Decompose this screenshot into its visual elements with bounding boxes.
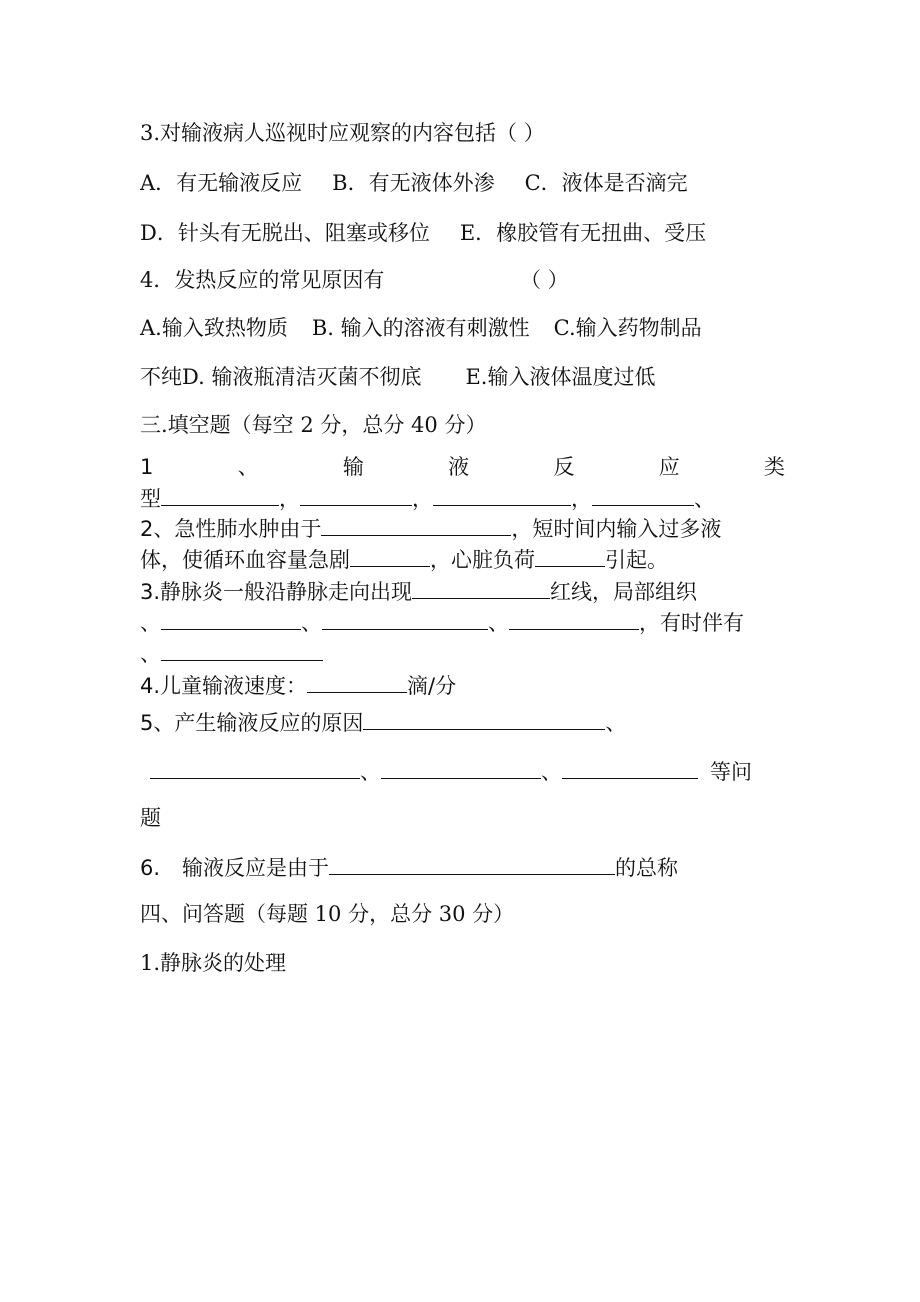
fill4-row: [140, 670, 456, 701]
q4-option-e: E.输入液体温度过低: [465, 365, 656, 389]
q3-option-c: C．液体是否滴完: [524, 171, 688, 195]
q4-stem: 4．发热反应的常见原因有: [140, 268, 385, 292]
fill2-text: 体，使循环血容量急剧: [140, 548, 350, 572]
fill1-char: 应: [658, 455, 680, 479]
fill2-text: 引起。: [605, 548, 668, 572]
fill5-text: 5、产生输液反应的原因: [140, 711, 364, 735]
fill5-blank-1[interactable]: [363, 707, 605, 730]
fill3-row3: [140, 638, 323, 669]
fill5-blank-4[interactable]: [562, 756, 698, 779]
fill6-text: 的总称: [615, 856, 679, 880]
fill5-row3: 题: [140, 806, 161, 830]
section3-title: 三.填空题（每空 2 分，总分 40 分）: [140, 413, 487, 437]
fill5-sep: 、: [541, 760, 562, 784]
fill1-blank-3[interactable]: [433, 483, 571, 506]
fill4-blank[interactable]: [307, 670, 407, 693]
fill3-row1: [140, 576, 697, 607]
fill1-blank-4[interactable]: [592, 483, 694, 506]
fill5-row2: [150, 756, 752, 787]
fill3-blank-3[interactable]: [322, 607, 488, 630]
section4-title: 四、问答题（每题 10 分，总分 30 分）: [140, 902, 515, 926]
q3-option-a: A．有无输液反应: [140, 171, 303, 195]
q3-option-b: B．有无液体外渗: [332, 171, 495, 195]
fill5-sep: 、: [360, 760, 381, 784]
fill2-row2: [140, 544, 668, 575]
fill2-text: ，心脏负荷: [430, 548, 535, 572]
section4-question-1: 1.静脉炎的处理: [140, 951, 287, 975]
q4-option-b: B. 输入的溶液有刺激性: [311, 316, 530, 340]
q3-stem: 3.对输液病人巡视时应观察的内容包括（ ）: [140, 121, 545, 145]
fill2-blank-3[interactable]: [535, 544, 605, 567]
fill3-blank-2[interactable]: [161, 607, 301, 630]
fill1-char: 类: [763, 455, 785, 479]
q4-options-row2: [140, 362, 655, 392]
fill3-row2: [140, 607, 744, 638]
fill1-cont: 型: [140, 487, 161, 511]
fill1-char: 1: [140, 455, 154, 479]
q4-options-row1: [140, 313, 702, 343]
fill6-number: 6.: [140, 856, 161, 880]
fill5-blank-3[interactable]: [381, 756, 541, 779]
q3-options-row2: [140, 218, 706, 248]
fill6-blank[interactable]: [329, 852, 615, 875]
q3-option-d: D．针头有无脱出、阻塞或移位: [140, 221, 430, 245]
fill3-blank-1[interactable]: [412, 576, 550, 599]
q4-option-a: A.输入致热物质: [140, 316, 288, 340]
fill3-sep: 、: [140, 642, 161, 666]
fill3-sep: 、: [301, 611, 322, 635]
fill1-blank-2[interactable]: [300, 483, 412, 506]
fill2-text: ，短时间内输入过多液: [511, 517, 722, 541]
fill1-spread-row: [140, 452, 785, 482]
fill4-text: 4.儿童输液速度：: [140, 674, 308, 698]
fill2-row1: [140, 513, 721, 544]
fill3-sep: 、: [488, 611, 509, 635]
q4-option-d: D. 输液瓶清洁灭菌不彻底: [182, 365, 422, 389]
fill1-sep: ，: [279, 487, 300, 511]
q4-paren: （ ）: [520, 268, 569, 292]
fill1-char: 液: [448, 455, 470, 479]
fill5-blank-2[interactable]: [150, 756, 360, 779]
fill5-row1: [140, 707, 626, 738]
fill3-blank-5[interactable]: [161, 638, 323, 661]
fill3-sep: 、: [140, 611, 161, 635]
fill3-blank-4[interactable]: [509, 607, 639, 630]
fill3-text: 3.静脉炎一般沿静脉走向出现: [140, 580, 413, 604]
q4-option-c-cont: 不纯: [140, 365, 182, 389]
q3-option-e: E．橡胶管有无扭曲、受压: [459, 221, 707, 245]
fill6-row: [140, 852, 678, 883]
fill3-text: ，有时伴有: [639, 611, 744, 635]
q3-options-row1: [140, 168, 688, 198]
fill2-text: 2、急性肺水肿由于: [140, 517, 322, 541]
fill2-blank-2[interactable]: [350, 544, 430, 567]
fill2-blank-1[interactable]: [321, 513, 511, 536]
fill5-text: 等问: [710, 760, 752, 784]
fill5-sep: 、: [605, 711, 627, 735]
fill6-text: 输液反应是由于: [182, 856, 330, 880]
fill1-char: 反: [553, 455, 575, 479]
fill1-char: 、: [237, 455, 259, 479]
q4-option-c: C.输入药物制品: [553, 316, 702, 340]
fill4-text: 滴/分: [407, 674, 457, 698]
fill1-end: 、: [694, 487, 715, 511]
fill1-row2: [140, 483, 715, 514]
fill1-blank-1[interactable]: [161, 483, 279, 506]
q4-stem-row: [140, 265, 384, 295]
fill1-sep: ，: [571, 487, 592, 511]
fill1-sep: ，: [412, 487, 433, 511]
fill1-char: 输: [342, 455, 364, 479]
fill3-text: 红线，局部组织: [550, 580, 698, 604]
